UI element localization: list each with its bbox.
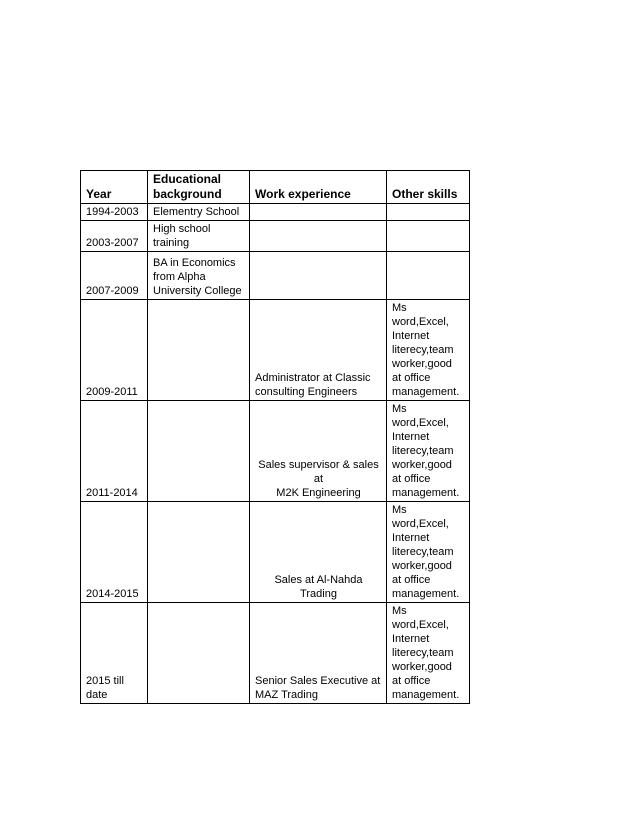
table-row xyxy=(81,204,470,221)
cell-education xyxy=(148,300,250,401)
header-year: Year xyxy=(81,171,148,204)
table-row xyxy=(81,252,470,300)
cell-education: High school training xyxy=(148,221,250,252)
cell-year: 2014-2015 xyxy=(81,502,148,603)
cell-education: BA in Economics from Alpha University College xyxy=(148,252,250,300)
cell-year: 2009-2011 xyxy=(81,300,148,401)
cell-other-skills: Ms word,Excel, Internet literecy,team worker,good at office management. xyxy=(387,401,470,502)
cell-education xyxy=(148,502,250,603)
cell-other-skills: Ms word,Excel, Internet literecy,team worker,good at office management. xyxy=(387,502,470,603)
resume-table xyxy=(80,170,470,704)
table-row xyxy=(81,221,470,252)
cell-year: 2015 till date xyxy=(81,603,148,704)
cell-other-skills xyxy=(387,221,470,252)
table-row xyxy=(81,401,470,502)
cell-year: 1994-2003 xyxy=(81,204,148,221)
cell-work-experience: Administrator at Classic consulting Engineers xyxy=(250,300,387,401)
cell-work-experience xyxy=(250,221,387,252)
cell-work-experience xyxy=(250,252,387,300)
cell-education xyxy=(148,401,250,502)
cell-work-experience: Sales supervisor & sales at M2K Engineering xyxy=(250,401,387,502)
header-other-skills: Other skills xyxy=(387,171,470,204)
table-row xyxy=(81,603,470,704)
table-row xyxy=(81,502,470,603)
cell-other-skills: Ms word,Excel, Internet literecy,team worker,good at office management. xyxy=(387,603,470,704)
table-row xyxy=(81,300,470,401)
cell-work-experience xyxy=(250,204,387,221)
cell-year: 2003-2007 xyxy=(81,221,148,252)
header-work-experience: Work experience xyxy=(250,171,387,204)
cell-other-skills xyxy=(387,204,470,221)
header-education: Educational background xyxy=(148,171,250,204)
cell-work-experience: Sales at Al-Nahda Trading xyxy=(250,502,387,603)
cell-education: Elementry School xyxy=(148,204,250,221)
cell-year: 2011-2014 xyxy=(81,401,148,502)
cell-education xyxy=(148,603,250,704)
cell-other-skills: Ms word,Excel, Internet literecy,team worker,good at office management. xyxy=(387,300,470,401)
header-row xyxy=(81,171,470,204)
cell-other-skills xyxy=(387,252,470,300)
cell-year: 2007-2009 xyxy=(81,252,148,300)
cell-work-experience: Senior Sales Executive at MAZ Trading xyxy=(250,603,387,704)
